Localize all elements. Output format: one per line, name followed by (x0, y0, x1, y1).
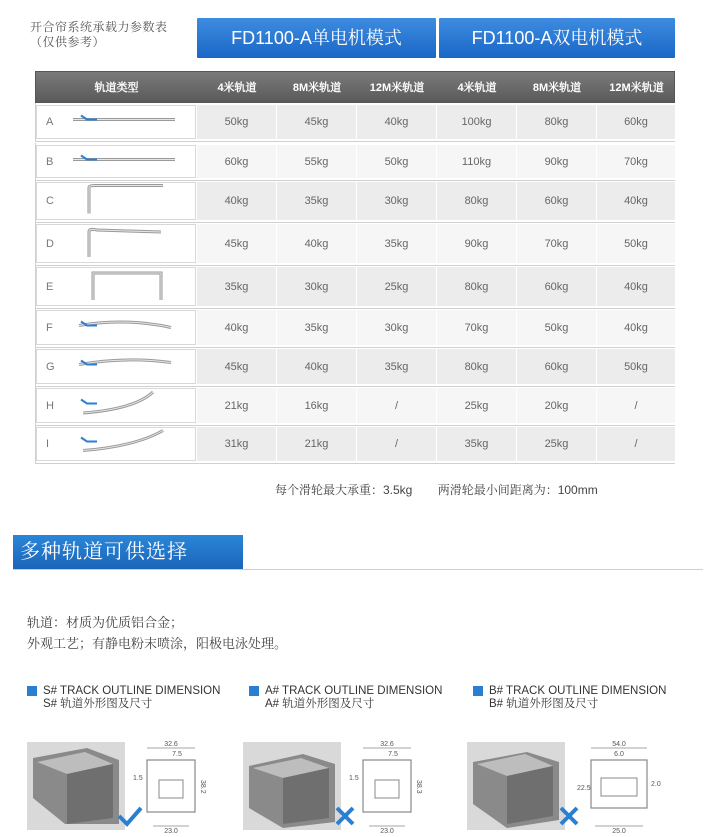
load-value: 30kg (304, 280, 329, 293)
load-value: 110kg (461, 155, 492, 168)
load-cell (197, 224, 277, 263)
track-shape (65, 145, 185, 179)
track-shape-icon (65, 388, 185, 419)
load-cell (517, 427, 597, 461)
load-cell (357, 349, 437, 384)
load-value: 70kg (464, 321, 489, 334)
track-a-drawing (243, 738, 453, 834)
load-value: 50kg (224, 116, 249, 128)
column-header: 4米轨道 (217, 82, 257, 94)
table-row (35, 425, 675, 463)
load-value: 30kg (384, 321, 409, 334)
load-cell (357, 310, 437, 345)
dimension-label: 1.5 (133, 775, 143, 782)
load-value: / (634, 399, 638, 412)
load-cell (517, 145, 597, 178)
table-row (35, 308, 675, 347)
load-cell (437, 310, 517, 345)
load-value: 25kg (544, 438, 569, 450)
section-title: 多种轨道可供选择 (20, 541, 188, 563)
load-cell (517, 105, 597, 139)
column-header: 4米轨道 (457, 82, 497, 94)
load-cell (517, 182, 597, 220)
track-shape (65, 182, 185, 221)
dimension-block-b (473, 685, 666, 712)
section-divider (13, 569, 703, 570)
load-cell (437, 267, 517, 306)
load-cell (597, 310, 676, 345)
table-row (35, 180, 675, 222)
header (0, 18, 709, 60)
load-cell (517, 267, 597, 306)
track-shape (65, 224, 185, 264)
dimension-block-a (249, 685, 442, 712)
load-cell (437, 224, 517, 263)
dimension-label: 23.0 (380, 828, 394, 834)
dimension-title: B# TRACK OUTLINE DIMENSION (489, 685, 667, 697)
track-type-cell (36, 182, 196, 220)
load-value: 40kg (304, 237, 329, 250)
load-value: 60kg (224, 155, 249, 168)
dimension-label: 32.6 (164, 741, 178, 748)
row-label: D (46, 237, 54, 250)
load-cell (597, 388, 676, 423)
load-value: 35kg (464, 438, 489, 450)
load-value: 90kg (464, 237, 489, 250)
load-value: 40kg (624, 280, 648, 293)
load-value: 60kg (544, 195, 569, 207)
load-value: 60kg (544, 280, 569, 293)
dimension-label: 1.5 (349, 775, 359, 782)
load-value: 45kg (224, 237, 249, 250)
load-cell (597, 224, 676, 263)
load-notes (275, 481, 598, 498)
table-row (35, 386, 675, 425)
table-header (35, 71, 675, 103)
load-cell (597, 182, 676, 220)
load-cell (357, 224, 437, 263)
square-bullet-icon (473, 686, 483, 696)
load-cell (437, 349, 517, 384)
profile-outline (363, 760, 411, 812)
load-value: 55kg (304, 155, 329, 168)
load-cell (517, 310, 597, 345)
dimension-label: 7.5 (172, 751, 182, 758)
load-value: 50kg (544, 321, 569, 334)
double-motor-mode-tab[interactable]: FD1100-A双电机模式 (439, 18, 675, 58)
load-cell (597, 105, 676, 139)
load-value: 50kg (384, 155, 409, 168)
track-type-cell (36, 388, 196, 423)
load-cell (277, 267, 357, 306)
dimension-block-s (27, 685, 220, 712)
finish-text: 外观工艺；有静电粉末喷涂，阳极电泳处理。 (27, 636, 288, 651)
table-row (35, 222, 675, 265)
load-value: 60kg (544, 360, 569, 373)
track-shape-icon (65, 427, 185, 457)
section-title-bar (13, 535, 243, 570)
load-cell (357, 267, 437, 306)
load-value: 80kg (544, 116, 569, 128)
load-value: 70kg (624, 155, 648, 168)
load-cell (277, 182, 357, 220)
column-header: 12M米轨道 (369, 82, 425, 94)
dimension-label: 22.5 (577, 785, 591, 792)
load-cell (437, 388, 517, 423)
title-note: （仅供参考） (30, 35, 106, 49)
load-cell (437, 427, 517, 461)
dimension-label: 2.0 (651, 781, 661, 788)
track-type-cell (36, 427, 196, 461)
load-cell (197, 105, 277, 139)
row-label: I (46, 438, 50, 450)
dimension-label: 38.2 (199, 780, 206, 794)
title-line: 开合帘系统承载力参数表 (30, 20, 168, 34)
track-shape-icon (65, 310, 185, 341)
dimension-title: A# TRACK OUTLINE DIMENSION (265, 685, 443, 697)
dimension-label: 6.0 (614, 751, 624, 758)
load-value: 16kg (304, 399, 329, 412)
load-value: 50kg (624, 237, 648, 250)
load-cell (437, 105, 517, 139)
load-cell (357, 388, 437, 423)
track-shape (65, 388, 185, 424)
load-value: / (634, 438, 638, 450)
load-cell (517, 349, 597, 384)
table-row (35, 143, 675, 180)
load-value: / (394, 438, 399, 450)
column-header: 轨道类型 (94, 82, 139, 94)
load-value: 40kg (224, 195, 249, 207)
row-divider (35, 463, 675, 464)
load-cell (357, 145, 437, 178)
load-value: 80kg (464, 360, 489, 373)
table-row (35, 347, 675, 386)
load-cell (597, 145, 676, 178)
load-value: 60kg (624, 116, 648, 128)
load-value: 31kg (224, 438, 249, 450)
load-cell (197, 145, 277, 178)
load-cell (597, 349, 676, 384)
load-cell (517, 224, 597, 263)
load-cell (517, 388, 597, 423)
load-value: 40kg (624, 195, 648, 207)
load-cell (277, 105, 357, 139)
profile-outline (147, 760, 195, 812)
dimension-subtitle: B# 轨道外形图及尺寸 (489, 698, 599, 710)
row-label: F (46, 321, 53, 334)
row-label: E (46, 280, 54, 293)
load-value: 35kg (304, 195, 329, 207)
load-value: 70kg (544, 237, 569, 250)
load-value: 35kg (224, 280, 249, 293)
load-cell (197, 427, 277, 461)
load-value: 20kg (544, 399, 569, 412)
track-s-drawing (27, 738, 237, 834)
load-value: 40kg (224, 321, 249, 334)
track-b-drawing (467, 738, 677, 834)
track-shape (65, 427, 185, 462)
dimension-label: 23.0 (164, 828, 178, 834)
track-type-cell (36, 349, 196, 384)
track-shape-icon (65, 349, 185, 380)
load-value: 80kg (464, 280, 489, 293)
track-shape-icon (65, 145, 185, 174)
load-cell (197, 349, 277, 384)
max-load-note: 每个滑轮最大承重：3.5kg (275, 483, 413, 497)
load-value: 50kg (624, 360, 648, 373)
track-shape (65, 105, 185, 140)
column-header: 8M米轨道 (532, 82, 582, 94)
load-cell (197, 182, 277, 220)
track-type-cell (36, 145, 196, 178)
load-value: 40kg (624, 321, 648, 334)
load-cell (357, 427, 437, 461)
dimension-title: S# TRACK OUTLINE DIMENSION (43, 685, 221, 697)
load-value: 30kg (384, 195, 409, 207)
load-value: 21kg (224, 399, 249, 412)
load-value: 25kg (384, 280, 409, 293)
load-cell (197, 267, 277, 306)
load-value: 35kg (304, 321, 329, 334)
load-cell (277, 427, 357, 461)
load-cell (437, 145, 517, 178)
table-title (30, 20, 168, 50)
row-label: C (46, 195, 54, 207)
load-value: 25kg (464, 399, 489, 412)
load-cell (197, 388, 277, 423)
track-type-cell (36, 224, 196, 263)
dimension-label: 7.5 (388, 751, 398, 758)
square-bullet-icon (27, 686, 37, 696)
dimension-label: 54.0 (612, 741, 626, 748)
load-cell (277, 388, 357, 423)
load-value: 35kg (384, 237, 409, 250)
load-cell (197, 310, 277, 345)
load-value: 90kg (544, 155, 569, 168)
load-value: 80kg (464, 195, 489, 207)
single-motor-mode-tab[interactable]: FD1100-A单电机模式 (197, 18, 436, 58)
profile-outline (591, 760, 647, 808)
row-divider (35, 141, 675, 142)
track-shape-icon (65, 224, 185, 259)
track-shape (65, 349, 185, 385)
load-cell (277, 145, 357, 178)
track-shape (65, 267, 185, 307)
track-type-cell (36, 310, 196, 345)
dimension-subtitle: S# 轨道外形图及尺寸 (43, 698, 153, 710)
load-value: 35kg (384, 360, 409, 373)
load-cell (597, 267, 676, 306)
track-shape-icon (65, 182, 185, 216)
load-cell (437, 182, 517, 220)
load-value: 45kg (304, 116, 329, 128)
track-type-cell (36, 267, 196, 306)
load-value: 100kg (461, 116, 492, 128)
dimension-label: 38.3 (415, 780, 422, 794)
load-value: 40kg (384, 116, 409, 128)
load-cell (277, 310, 357, 345)
load-cell (277, 224, 357, 263)
column-header: 12M米轨道 (609, 82, 664, 94)
load-cell (277, 349, 357, 384)
row-label: B (46, 155, 54, 168)
material-text: 轨道：材质为优质铝合金； (27, 615, 184, 630)
track-description (27, 612, 287, 654)
load-cell (357, 105, 437, 139)
square-bullet-icon (249, 686, 259, 696)
table-row (35, 103, 675, 141)
dimension-subtitle: A# 轨道外形图及尺寸 (265, 698, 375, 710)
dimension-label: 32.6 (380, 741, 394, 748)
table-row (35, 265, 675, 308)
load-value: 21kg (304, 438, 329, 450)
row-label: G (46, 360, 55, 373)
load-cell (357, 182, 437, 220)
track-shape (65, 310, 185, 346)
row-label: H (46, 399, 54, 412)
load-cell (597, 427, 676, 461)
load-value: 40kg (304, 360, 329, 373)
column-header: 8M米轨道 (292, 82, 342, 94)
track-type-cell (36, 105, 196, 139)
row-label: A (46, 116, 54, 128)
load-value: / (394, 399, 399, 412)
track-shape-icon (65, 105, 185, 135)
load-value: 45kg (224, 360, 249, 373)
track-shape-icon (65, 267, 185, 302)
min-spacing-note: 两滑轮最小间距离为：100mm (437, 483, 598, 497)
dimension-label: 25.0 (612, 828, 626, 834)
